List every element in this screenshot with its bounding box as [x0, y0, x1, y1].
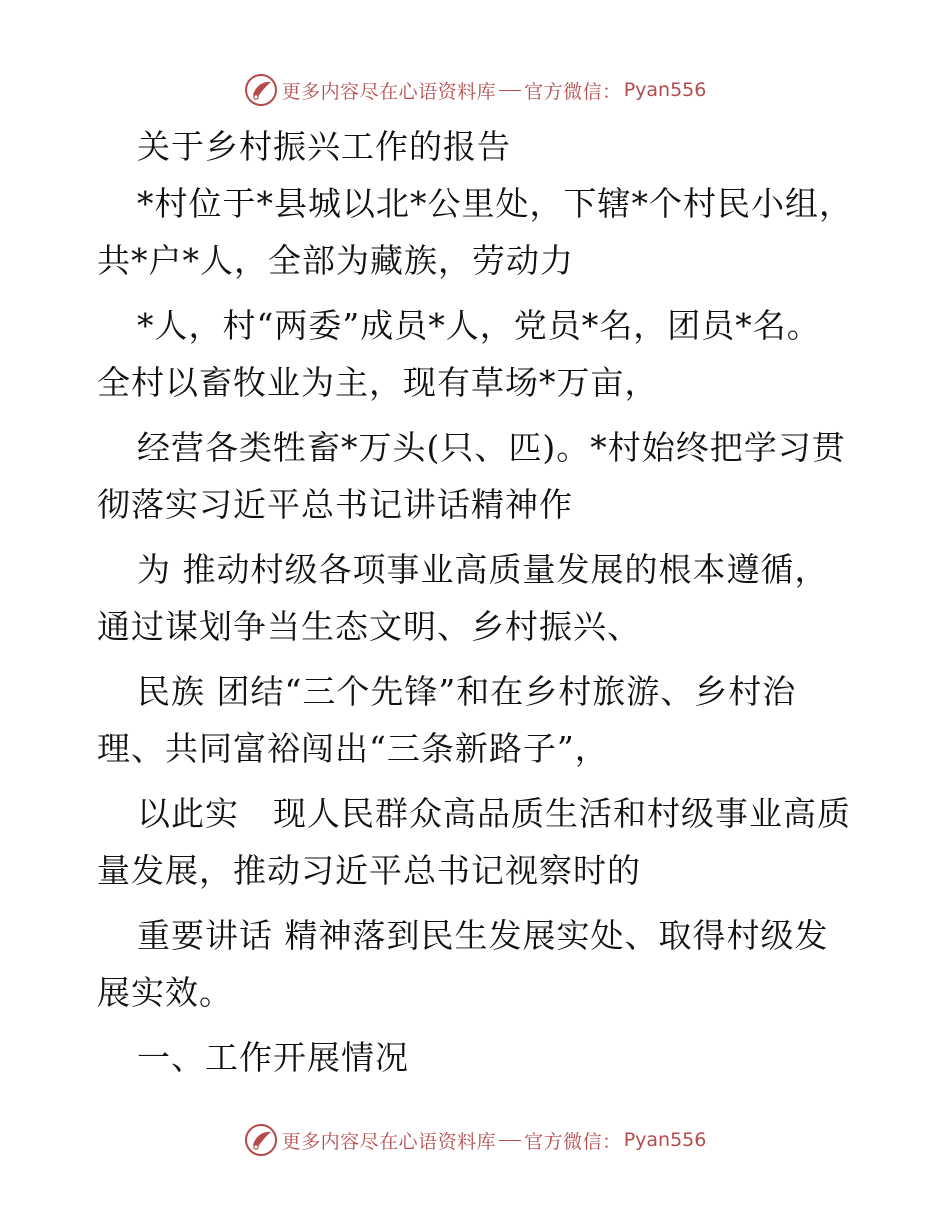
watermark-text: 更多内容尽在心语资料库 [281, 1130, 497, 1153]
paragraph-line: 展实效。 [97, 973, 233, 1012]
paragraph-line: 通过谋划争当生态文明、乡村振兴、 [97, 607, 641, 646]
document-title: 关于乡村振兴工作的报告 [137, 127, 511, 166]
paragraph-line: 彻落实习近平总书记讲话精神作 [97, 485, 573, 524]
header-watermark [0, 70, 950, 110]
paragraph-line: *村位于*县城以北*公里处，下辖*个村民小组， [137, 184, 853, 223]
paragraph-line: 量发展，推动习近平总书记视察时的 [97, 851, 641, 890]
paragraph-line: *人，村“两委”成员*人，党员*名，团员*名。 [137, 306, 821, 345]
paragraph-line: 共*户*人，全部为藏族，劳动力 [97, 241, 574, 280]
brand-logo-icon [244, 73, 278, 107]
section-heading: 一、工作开展情况 [137, 1038, 409, 1077]
footer-watermark [0, 1120, 950, 1160]
watermark-id: Pyan556 [623, 1129, 707, 1151]
watermark-suffix: 官方微信： [524, 1130, 622, 1153]
paragraph-line: 为 推动村级各项事业高质量发展的根本遵循， [137, 550, 829, 589]
paragraph-line: 重要讲话 精神落到民生发展实处、取得村级发 [137, 916, 829, 955]
watermark-separator [499, 1140, 521, 1141]
brand-logo-icon [244, 1123, 278, 1157]
paragraph-line: 全村以畜牧业为主，现有草场*万亩， [97, 363, 659, 402]
watermark-separator [499, 90, 521, 91]
paragraph-line: 以此实 现人民群众高品质生活和村级事业高质 [137, 794, 851, 833]
document-body [97, 118, 857, 1086]
watermark-id: Pyan556 [623, 79, 707, 101]
watermark-text: 更多内容尽在心语资料库 [281, 80, 497, 103]
paragraph-line: 经营各类牲畜*万头(只、匹)。*村始终把学习贯 [137, 428, 846, 467]
paragraph-line: 理、共同富裕闯出“三条新路子”， [97, 729, 609, 768]
watermark-suffix: 官方微信： [524, 80, 622, 103]
paragraph-line: 民族 团结“三个先锋”和在乡村旅游、乡村治 [137, 672, 797, 711]
